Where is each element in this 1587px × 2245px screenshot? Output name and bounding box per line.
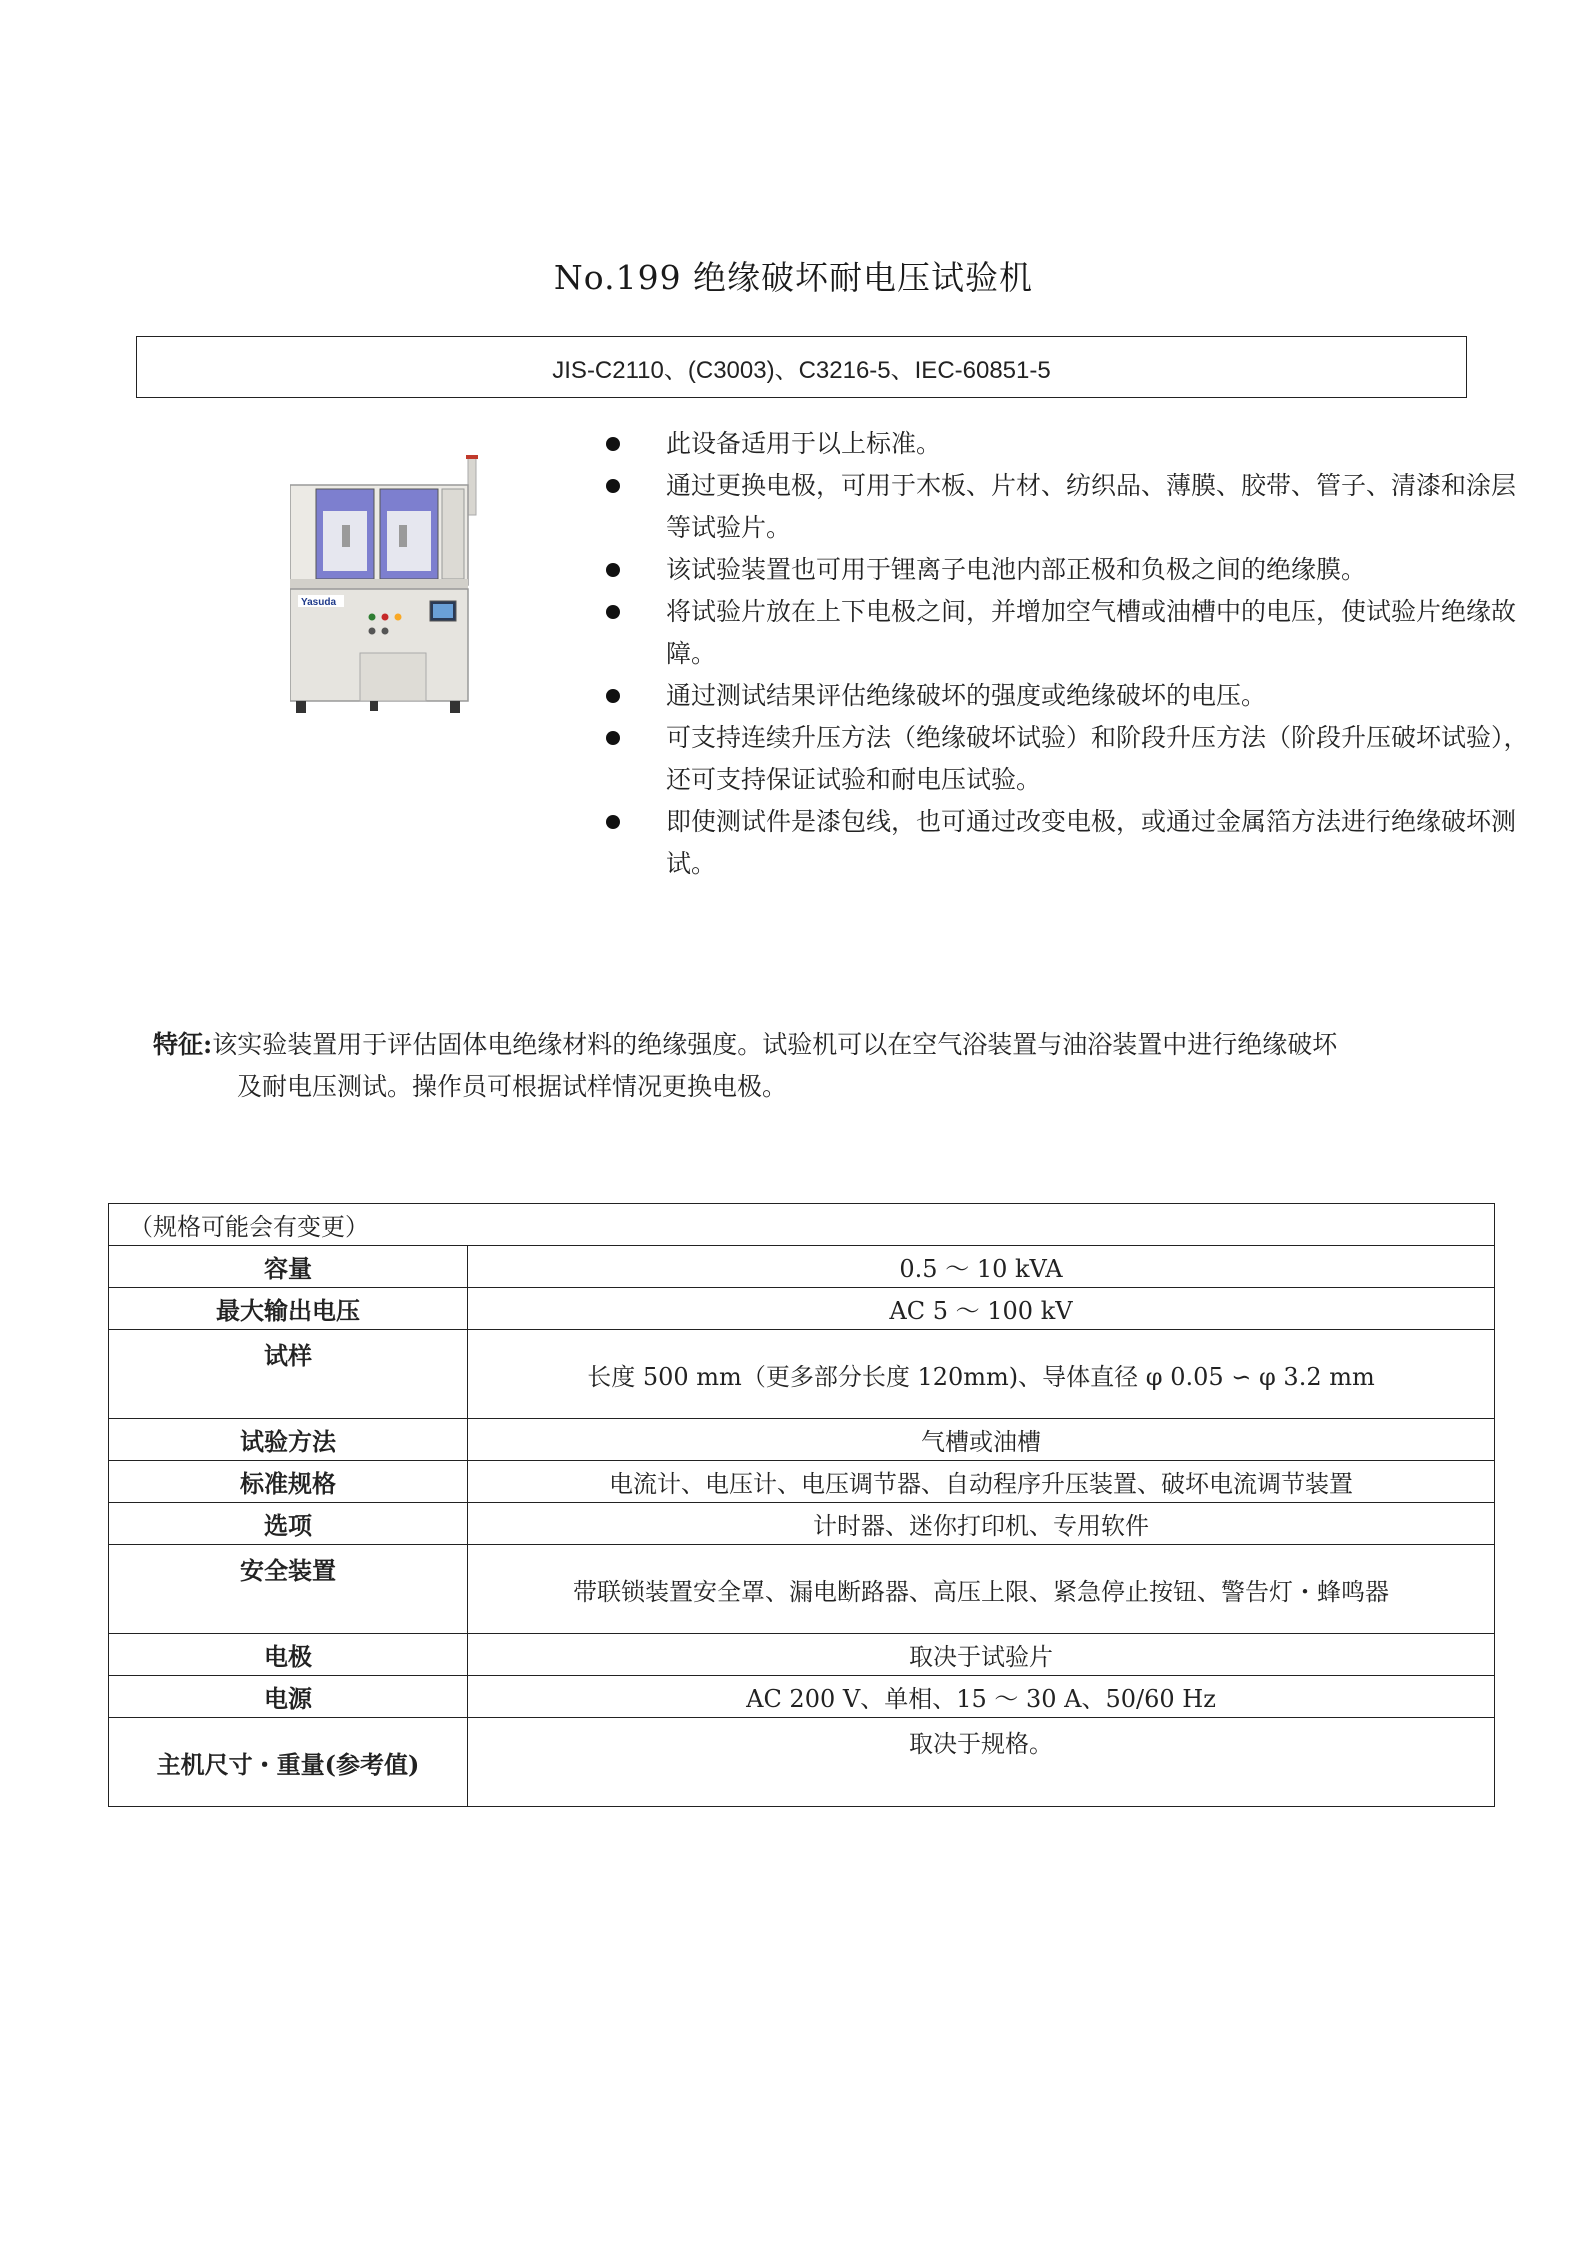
- bullet-item: 该试验装置也可用于锂离子电池内部正极和负极之间的绝缘膜。: [600, 549, 1540, 591]
- spec-table: [108, 1203, 1495, 1807]
- spec-value: 取决于试验片: [468, 1634, 1495, 1676]
- bullet-item: 通过更换电极，可用于木板、片材、纺织品、薄膜、胶带、管子、清漆和涂层等试验片。: [600, 465, 1540, 549]
- table-row: [109, 1634, 1495, 1676]
- spec-value: 计时器、迷你打印机、专用软件: [468, 1503, 1495, 1545]
- spec-value: 带联锁装置安全罩、漏电断路器、高压上限、紧急停止按钮、警告灯・蜂鸣器: [468, 1545, 1495, 1634]
- table-row: [109, 1419, 1495, 1461]
- spec-value: AC 5 ～ 100 kV: [468, 1288, 1495, 1330]
- features-label: 特征:: [153, 1030, 213, 1059]
- bullet-item: 此设备适用于以上标准。: [600, 423, 1540, 465]
- spec-label: 最大输出电压: [109, 1288, 468, 1330]
- standards-text: JIS-C2110、(C3003)、C3216-5、IEC-60851-5: [552, 356, 1051, 384]
- spec-value: 长度 500 mm（更多部分长度 120mm)、导体直径 φ 0.05 ∽ φ 3.2 mm: [468, 1330, 1495, 1419]
- spec-label: 容量: [109, 1246, 468, 1288]
- table-row: [109, 1503, 1495, 1545]
- table-row: [109, 1461, 1495, 1503]
- table-row: [109, 1288, 1495, 1330]
- spec-label: 电极: [109, 1634, 468, 1676]
- spec-label: 安全装置: [109, 1545, 468, 1634]
- spec-value: 取决于规格。: [468, 1718, 1495, 1807]
- features-line-2: 及耐电压测试。操作员可根据试样情况更换电极。: [237, 1072, 788, 1101]
- spec-value: 气槽或油槽: [468, 1419, 1495, 1461]
- spec-label: 标准规格: [109, 1461, 468, 1503]
- spec-value: 电流计、电压计、电压调节器、自动程序升压装置、破坏电流调节装置: [468, 1461, 1495, 1503]
- spec-label: 主机尺寸・重量(参考值): [109, 1718, 468, 1807]
- table-row: [109, 1676, 1495, 1718]
- table-row: [109, 1204, 1495, 1246]
- bullet-item: 可支持连续升压方法（绝缘破坏试验）和阶段升压方法（阶段升压破坏试验），还可支持保证试验和耐电压试验。: [600, 717, 1540, 801]
- bullet-item: 将试验片放在上下电极之间，并增加空气槽或油槽中的电压，使试验片绝缘故障。: [600, 591, 1540, 675]
- features-paragraph: [153, 1024, 1513, 1108]
- feature-bullet-list: [600, 423, 1540, 885]
- product-image: [290, 455, 485, 720]
- page-title: No.199 绝缘破坏耐电压试验机: [553, 258, 1034, 297]
- bullet-item: 即使测试件是漆包线，也可通过改变电极，或通过金属箔方法进行绝缘破坏测试。: [600, 801, 1540, 885]
- spec-label: 选项: [109, 1503, 468, 1545]
- table-row: [109, 1718, 1495, 1807]
- spec-note: （规格可能会有变更）: [109, 1204, 1495, 1246]
- spec-value: 0.5 ～ 10 kVA: [468, 1246, 1495, 1288]
- spec-label: 电源: [109, 1676, 468, 1718]
- spec-value: AC 200 V、单相、15 ～ 30 A、50/60 Hz: [468, 1676, 1495, 1718]
- table-row: [109, 1545, 1495, 1634]
- spec-label: 试样: [109, 1330, 468, 1419]
- features-line-1: 该实验装置用于评估固体电绝缘材料的绝缘强度。试验机可以在空气浴装置与油浴装置中进行绝缘破坏: [212, 1030, 1338, 1059]
- table-row: [109, 1330, 1495, 1419]
- table-row: [109, 1246, 1495, 1288]
- bullet-item: 通过测试结果评估绝缘破坏的强度或绝缘破坏的电压。: [600, 675, 1540, 717]
- spec-label: 试验方法: [109, 1419, 468, 1461]
- logo-text: Yasuda: [301, 597, 337, 608]
- standards-box: [136, 336, 1467, 398]
